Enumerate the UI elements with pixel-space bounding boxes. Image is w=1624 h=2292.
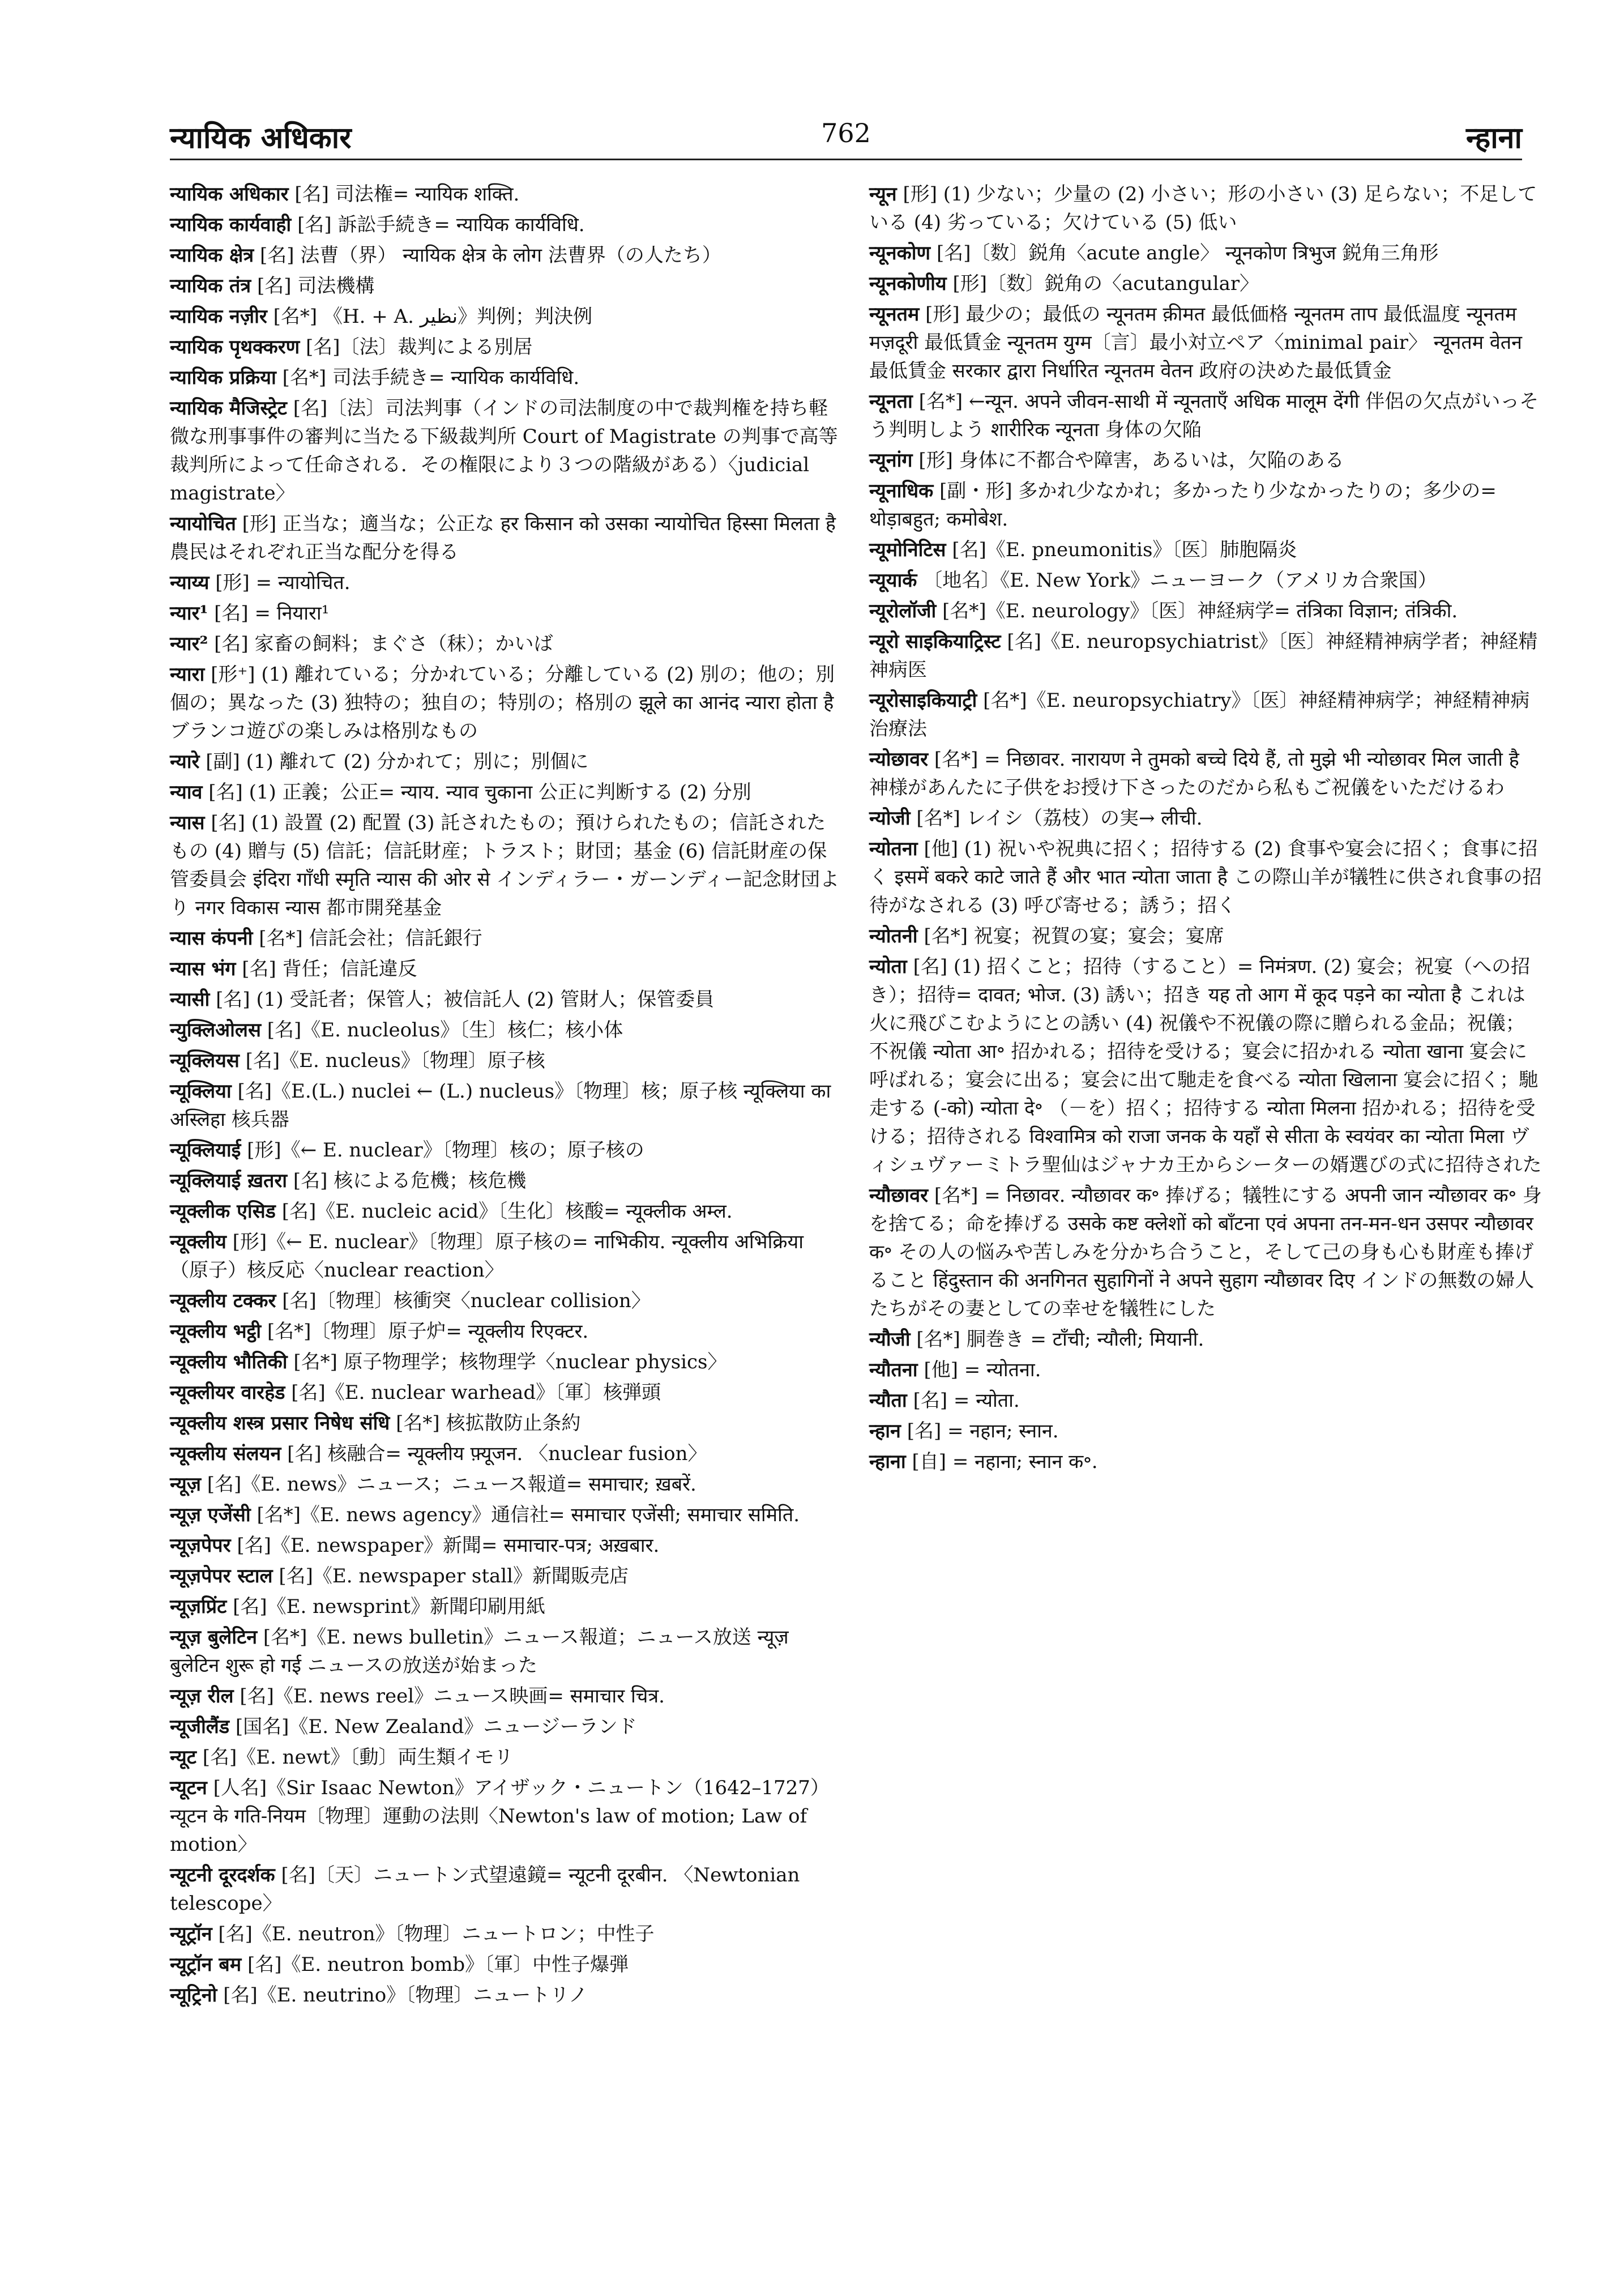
entry-definition: [名*]《E. neurology》〔医〕神経病学= तंत्रिका विज्ञान; तंत्रिकी. [942,600,1458,622]
entry-definition: [副] (1) 離れて (2) 分かれて；別に；別個に [206,750,589,773]
right-column [869,180,1543,1478]
entry-headword: न्यूट्रिनो [170,1984,217,2007]
dictionary-entry [170,1077,844,1134]
entry-headword: न्यूनाधिक [869,480,934,502]
entry-headword: न्यूक्लीय शस्त्र प्रसार निषेध संधि [170,1412,390,1435]
entry-definition: [名*]《E. neuropsychiatry》〔医〕神経精神病学；神経精神病治療法 [869,689,1530,740]
entry-definition: 〔地名〕《E. New York》ニューヨーク（アメリカ合衆国） [923,569,1437,592]
entry-definition: [名*] 信託会社；信託銀行 [259,927,482,950]
dictionary-entry [170,1501,844,1529]
dictionary-entry [869,804,1543,833]
entry-headword: न्युक्लिओलस [170,1019,261,1042]
entry-headword: न्यूट [170,1746,196,1769]
entry-headword: न्योजी [869,807,911,830]
entry-headword: न्यूक्लियाई ख़तरा [170,1170,288,1192]
dictionary-entry [170,1378,844,1407]
entry-headword: न्याव [170,781,203,804]
entry-definition: [他] = न्योतना. [924,1359,1041,1381]
entry-definition: [名*] 司法手続き= न्यायिक कार्यविधि. [282,366,580,389]
entry-definition: [名]〔法〕裁判による別居 [306,336,533,358]
dictionary-entry [869,446,1543,475]
dictionary-entry [869,477,1543,533]
entry-definition: [名] 核による危機；核危機 [293,1170,527,1192]
dictionary-entry [869,745,1543,802]
entry-definition: [名*] 胴巻き = टाँची; न्यौली; मियानी. [916,1328,1204,1351]
entry-headword: न्यूनांग [869,449,913,472]
entry-definition: [名]〔数〕鋭角〈acute angle〉 न्यूनकोण त्रिभुज 鋭角三角形 [936,242,1439,264]
entry-headword: न्यूक्लीय [170,1231,226,1253]
dictionary-entry [869,686,1543,743]
dictionary-entry [170,748,844,776]
dictionary-entry [170,1197,844,1226]
entry-definition: [名]《E. newspaper stall》新聞販売店 [279,1565,629,1587]
entry-headword: न्यौजी [869,1328,911,1351]
dictionary-entry [170,211,844,239]
entry-headword: न्यूनकोण [869,242,931,264]
entry-definition: [形] (1) 少ない；少量の (2) 小さい；形の小さい (3) 足らない；不足している (4) 劣っている；欠けている (5) 低い [869,183,1537,234]
entry-headword: न्यूज़ रील [170,1685,234,1708]
entry-headword: न्यायोचित [170,513,236,535]
entry-definition: [名*] 核拡散防止条約 [396,1412,581,1435]
entry-headword: न्यायिक प्रक्रिया [170,366,276,389]
entry-definition: [形]《← E. nuclear》〔物理〕核の；原子核の [247,1139,644,1162]
entry-definition: [名*] = निछावर. नारायण ने तुमको बच्चे दिये हैं, तो मुझे भी न्योछावर मिल जाती है 神様があんたに子供をお授け下さったのだから私もご祝儀をいただけるわ [869,748,1519,799]
entry-definition: [副・形] 多かれ少なかれ；多かったり少なかったりの；多少の= थोड़ाबहुत; कमोबेश. [869,480,1497,531]
dictionary-entry [170,1016,844,1044]
dictionary-entry [869,270,1543,298]
page-number: 762 [821,118,871,148]
dictionary-entry [170,1713,844,1741]
entry-headword: न्यायिक पृथक्करण [170,336,300,358]
entry-headword: न्यूयार्क [869,569,917,592]
dictionary-entry [170,1920,844,1948]
entry-definition: [名*] 《H. + A. نظیر》判例；判決例 [273,305,593,328]
entry-definition: [名] 法曹（界） न्यायिक क्षेत्र के लोग 法曹界（の人たち） [260,244,721,267]
entry-definition: [名]《E. pneumonitis》〔医〕肺胞隔炎 [952,539,1297,561]
dictionary-entry [170,1317,844,1346]
dictionary-entry [869,1325,1543,1354]
dictionary-entry [170,630,844,658]
entry-headword: न्यायिक क्षेत्र [170,244,254,267]
dictionary-entry [170,333,844,361]
entry-headword: न्यूनता [869,390,913,413]
dictionary-entry [170,364,844,392]
dictionary-entry [170,1981,844,2009]
dictionary-entry [170,569,844,597]
dictionary-entry [170,1562,844,1590]
entry-headword: न्यूरोलॉजी [869,600,937,622]
entry-headword: न्यायिक नज़ीर [170,305,267,328]
entry-definition: [名]《E. newspaper》新聞= समाचार-पत्र; अख़बार. [237,1534,660,1557]
entry-definition: [国名]《E. New Zealand》ニュージーランド [235,1715,637,1738]
dictionary-entry [170,1774,844,1859]
entry-headword: न्यौछावर [869,1184,929,1207]
entry-definition: [名] (1) 招くこと；招待（すること）= निमंत्रण. (2) 宴会；祝宴（への招き）；招待= दावत; भोज. (3) 誘い；招き यह तो आग में कूद पड़ने का न्योता है これは火に飛びこむようにとの誘い (4) 祝儀や不祝儀の際に贈られる金品；祝儀；不祝儀 न्योता आ॰ 招かれる；招待を受ける；宴会に招かれる न्योता खाना 宴会に呼ばれる；宴会に出る；宴会に出て馳走を食べる न्योता खिलाना 宴会に招く；馳走する (-को) न्योता दे॰ （－を）招く；招待する न्योता मिलना 招かれる；招待を受ける；招待される विश्वामित्र को राजा जनक के यहाँ से सीता के स्वयंवर का न्योता मिला ヴィシュヴァーミトラ聖仙はジャナカ王からシーターの婿選びの式に招待された [869,955,1542,1176]
entry-headword: न्योतना [869,838,918,860]
dictionary-entry [869,597,1543,625]
entry-headword: न्यायिक मैजिस्ट्रेट [170,397,287,420]
dictionary-entry [170,1287,844,1315]
entry-definition: [名] 家畜の飼料；まぐさ（秣）；かいば [214,633,553,655]
entry-definition: [名]〔天〕ニュートン式望遠鏡= न्यूटनी दूरबीन. 〈Newtonian telescope〉 [170,1864,800,1915]
entry-definition: [他] (1) 祝いや祝典に招く；招待する (2) 食事や宴会に招く；食事に招く इसमें बकरे काटे जाते हैं और भात न्योता जाता है この際山羊が犠牲に供され食事の招待がなされる (3) 呼び寄せる；誘う；招く [869,838,1542,917]
entry-headword: न्यायिक कार्यवाही [170,214,292,236]
dictionary-entry [170,1348,844,1376]
entry-definition: [自] = नहाना; स्नान क॰. [912,1450,1098,1473]
running-head-left: न्यायिक अधिकार [170,121,352,155]
entry-headword: न्यौता [869,1389,907,1412]
entry-headword: न्यूज़प्रिंट [170,1595,227,1618]
dictionary-entry [170,272,844,300]
entry-definition: [名] (1) 設置 (2) 配置 (3) 託されたもの；預けられたもの；信託されたもの (4) 贈与 (5) 信託；信託財産；トラスト；財団；基金 (6) 信託財産の保管委員会 इंदिरा गाँधी स्मृति न्यास की ओर से インディラー・ガーンディー記念財団より नगर विकास न्यास 都市開発基金 [170,812,840,919]
entry-headword: न्यूक्लीय भौतिकी [170,1351,288,1373]
entry-headword: न्यूक्लीय टक्कर [170,1290,276,1312]
dictionary-entry [170,510,844,566]
entry-definition: [形] 身体に不都合や障害，あるいは，欠陥のある [918,449,1344,472]
entry-headword: न्यूरोसाइकियाट्री [869,689,977,712]
entry-definition: [名]《E. neutron bomb》〔軍〕中性子爆弾 [247,1953,629,1976]
entry-definition: [名] = नियारा¹ [214,602,330,625]
entry-definition: [人名]《Sir Isaac Newton》アイザック・ニュートン（1642–1727） न्यूटन के गति-नियम〔物理〕運動の法則〈Newton's law of motion; Law of motion〉 [170,1777,830,1856]
entry-definition: [名]《E. nucleus》〔物理〕原子核 [245,1049,545,1072]
entry-headword: न्यार² [170,633,208,655]
entry-headword: न्यायिक अधिकार [170,183,289,206]
entry-headword: न्योछावर [869,748,929,771]
entry-headword: न्योतनी [869,925,918,947]
dictionary-entry [170,1743,844,1772]
dictionary-entry [170,1470,844,1499]
entry-headword: न्यास भंग [170,958,236,980]
entry-definition: [名]《E. neutrino》〔物理〕ニュートリノ [223,1984,588,2007]
entry-headword: न्यूक्लीय भट्ठी [170,1320,262,1343]
dictionary-entry [869,953,1543,1179]
dictionary-entry [170,1228,844,1284]
dictionary-entry [170,1682,844,1710]
entry-headword: न्यूजीलैंड [170,1715,230,1738]
dictionary-entry [170,1950,844,1979]
dictionary-entry [170,1136,844,1164]
entry-headword: न्यूक्लियाई [170,1139,241,1162]
dictionary-entry [170,180,844,208]
dictionary-entry [170,1047,844,1075]
entry-definition: [名]《E. nuclear warhead》〔軍〕核弾頭 [291,1381,661,1404]
entry-definition: [名]〔法〕司法判事（インドの司法制度の中で裁判権を持ち軽微な刑事事件の審判に当たる下級裁判所 Court of Magistrate の判事で高等裁判所によって任命される．その権限により３つの階級がある）〈judicial magistrate〉 [170,397,838,505]
entry-headword: न्हान [869,1420,901,1442]
entry-definition: [名] (1) 正義；公正= न्याय. न्याव चुकाना 公正に判断する (2) 分別 [208,781,751,804]
dictionary-entry [869,1417,1543,1445]
entry-headword: न्यासी [170,988,210,1011]
dictionary-entry [170,241,844,270]
dictionary-entry [869,1386,1543,1415]
dictionary-entry [170,394,844,507]
entry-headword: न्यार¹ [170,602,208,625]
entry-headword: न्योता [869,955,907,978]
entry-definition: [名*] ←न्यून. अपने जीवन-साथी में न्यूनताएँ अधिक मालूम देंगी 伴侶の欠点がいっそう判明しよう शारीरिक न्यूनता 身体の欠陥 [869,390,1539,441]
entry-headword: न्यूज़पेपर [170,1534,231,1557]
entry-definition: [名]《E. news reel》ニュース映画= समाचार चित्र. [240,1685,665,1708]
entry-headword: न्यूज़ बुलेटिन [170,1626,258,1649]
dictionary-entry [170,809,844,922]
entry-definition: [名]〔物理〕核衝突〈nuclear collision〉 [282,1290,651,1312]
entry-definition: [名*] レイシ（荔枝）の実→ लीची. [916,807,1203,830]
entry-headword: न्यूटन [170,1777,207,1799]
entry-definition: [名]《E. nucleolus》〔生〕核仁；核小体 [267,1019,623,1042]
entry-definition: [名]《E. newsprint》新聞印刷用紙 [233,1595,546,1618]
entry-headword: न्यायिक तंत्र [170,275,251,297]
entry-definition: [名*] 祝宴；祝賀の宴；宴会；宴席 [924,925,1224,947]
entry-definition: [名] 核融合= न्यूक्लीय फ़्यूजन. 〈nuclear fusion〉 [287,1442,707,1465]
dictionary-entry [869,1356,1543,1384]
dictionary-entry [869,835,1543,920]
entry-definition: [名]《E. newt》〔動〕両生類イモリ [202,1746,514,1769]
entry-headword: न्यारे [170,750,200,773]
left-column [170,180,844,2012]
entry-definition: [名] (1) 受託者；保管人；被信託人 (2) 管財人；保管委員 [216,988,715,1011]
dictionary-entry [869,180,1543,237]
page-header [170,113,1522,160]
entry-headword: न्याय्य [170,571,210,594]
dictionary-entry [869,922,1543,950]
entry-definition: [形] 正当な；適当な；公正な हर किसान को उसका न्यायोचित हिस्सा मिलता है 農民はそれぞれ正当な配分を得る [170,513,836,564]
dictionary-entry [869,300,1543,385]
entry-definition: [名]《E.(L.) nuclei ← (L.) nucleus》〔物理〕核；原子核 न्यूक्लिया का अस्लिहा 核兵器 [170,1080,831,1131]
dictionary-entry [170,1440,844,1468]
entry-definition: [名*]〔物理〕原子炉= न्यूक्लीय रिएक्टर. [267,1320,589,1343]
entry-headword: न्यूट्रॉन बम [170,1953,242,1976]
entry-headword: न्हाना [869,1450,906,1473]
entry-definition: [名] = न्योता. [913,1389,1020,1412]
entry-headword: न्यौतना [869,1359,918,1381]
dictionary-entry [170,1623,844,1680]
dictionary-entry [170,1861,844,1918]
dictionary-entry [170,985,844,1014]
entry-headword: न्यारा [170,663,205,686]
entry-headword: न्यूक्लीयर वारहेड [170,1381,285,1404]
entry-headword: न्यूनतम [869,303,920,326]
entry-definition: [名*] = निछावर. न्यौछावर क॰ 捧げる；犠牲にする अपनी जान न्यौछावर क॰ 身を捨てる；命を捧げる उसके कष्ट क्लेशों को बाँटना एवं अपना तन-मन-धन उसपर न्यौछावर क॰ その人の悩みや苦しみを分かち合うこと，そして己の身も心も財産も捧げること हिंदुस्तान की अनगिनत सुहागिनों ने अपने सुहाग न्यौछावर दिए インドの無数の婦人たちがその妻としての幸せを犠牲にした [869,1184,1542,1320]
dictionary-entry [170,1593,844,1621]
entry-definition: [名*]《E. news bulletin》ニュース報道；ニュース放送 न्यूज़ बुलेटिन शुरू हो गई ニュースの放送が始まった [170,1626,789,1677]
dictionary-entry [170,1167,844,1195]
dictionary-entry [170,302,844,331]
entry-headword: न्यास कंपनी [170,927,253,950]
dictionary-entry [869,1181,1543,1323]
entry-headword: न्यास [170,812,205,834]
dictionary-entry [869,628,1543,684]
dictionary-entry [170,778,844,806]
entry-headword: न्यूज़पेपर स्टाल [170,1565,273,1587]
dictionary-entry [170,660,844,745]
entry-headword: न्यूक्लिया [170,1080,232,1103]
entry-headword: न्यूरो साइकियाट्रिस्ट [869,630,1001,653]
dictionary-entry [869,536,1543,564]
dictionary-entry [170,924,844,953]
dictionary-entry [869,239,1543,267]
dictionary-entry [170,599,844,628]
entry-headword: न्यूज़ [170,1473,201,1496]
dictionary-entry [170,1531,844,1560]
entry-definition: [名] 訴訟手続き= न्यायिक कार्यविधि. [297,214,585,236]
entry-headword: न्यूक्लीक एसिड [170,1200,276,1223]
entry-definition: [名*] 原子物理学；核物理学〈nuclear physics〉 [293,1351,727,1373]
entry-headword: न्यूमोनिटिस [869,539,946,561]
entry-definition: [形]《← E. nuclear》〔物理〕原子核の= नाभिकीय. न्यूक्लीय अभिक्रिया （原子）核反応〈nuclear reaction〉 [170,1231,804,1282]
entry-definition: [名]《E. news》ニュース；ニュース報道= समाचार; ख़बरें. [207,1473,696,1496]
dictionary-entry [869,387,1543,444]
dictionary-entry [170,1409,844,1437]
entry-definition: [形] 最少の；最低の न्यूनतम क़ीमत 最低価格 न्यूनतम ताप 最低温度 न्यूनतम मज़दूरी 最低賃金 न्यूनतम युग्म〔言〕最小対立ペア〈minimal pair〉 न्यूनतम वेतन 最低賃金 सरकार द्वारा निर्धारित न्यूनतम वेतन 政府の決めた最低賃金 [869,303,1523,382]
entry-definition: [形⁺] (1) 離れている；分かれている；分離している (2) 別の；他の；別個の；異なった (3) 独特の；独自の；特別の；格別の झूले का आनंद न्यारा होता है ブランコ遊びの楽しみは格別なもの [170,663,835,742]
entry-headword: न्यूक्लीय संलयन [170,1442,281,1465]
entry-definition: [名*]《E. news agency》通信社= समाचार एजेंसी; समाचार समिति. [257,1504,800,1526]
dictionary-entry [869,566,1543,595]
entry-definition: [名]《E. nucleic acid》〔生化〕核酸= न्यूक्लीक अम्ल. [281,1200,733,1223]
entry-headword: न्यूटनी दूरदर्शक [170,1864,275,1886]
entry-headword: न्यूट्रॉन [170,1923,212,1945]
entry-headword: न्यूनकोणीय [869,272,947,295]
entry-definition: [名] 司法機構 [257,275,375,297]
entry-definition: [名] = नहान; स्नान. [907,1420,1059,1442]
entry-definition: [名] 背任；信託違反 [242,958,417,980]
running-head-right: न्हाना [1466,121,1522,155]
entry-definition: [名]《E. neutron》〔物理〕ニュートロン；中性子 [218,1923,655,1945]
dictionary-entry [170,955,844,983]
entry-definition: [名]《E. neuropsychiatrist》〔医〕神経精神病学者；神経精神病医 [869,630,1538,681]
dictionary-entry [869,1448,1543,1476]
entry-headword: न्यून [869,183,897,206]
entry-definition: [名] 司法権= न्यायिक शक्ति. [294,183,520,206]
entry-definition: [形]〔数〕鋭角の〈acutangular〉 [952,272,1259,295]
entry-headword: न्यूक्लियस [170,1049,240,1072]
entry-definition: [形] = न्यायोचित. [215,571,351,594]
entry-headword: न्यूज़ एजेंसी [170,1504,251,1526]
